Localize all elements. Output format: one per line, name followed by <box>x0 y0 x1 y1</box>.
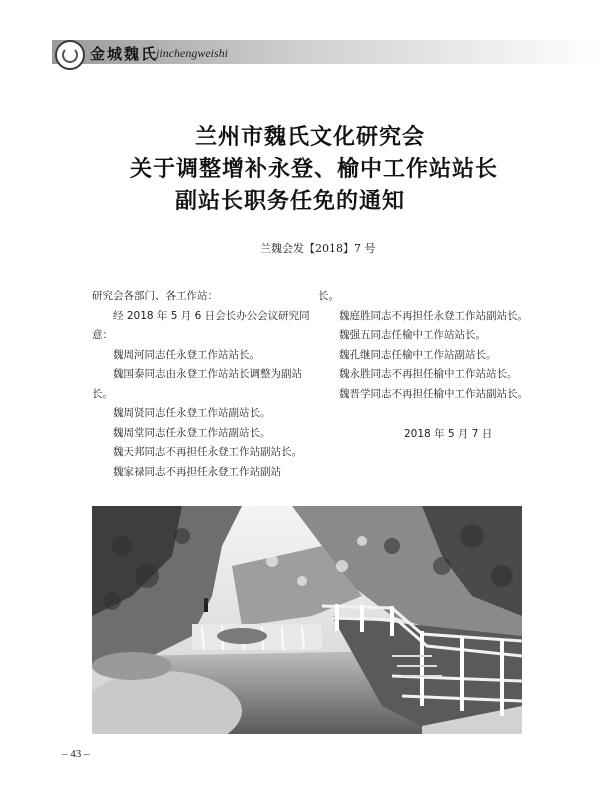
title-line-3: 副站长职务任免的通知 <box>175 189 406 214</box>
journal-brand: 金城魏氏 <box>90 45 159 63</box>
title-line-2: 关于调整增补永登、榆中工作站站长 <box>130 157 499 182</box>
body-right-column <box>318 287 530 445</box>
title-line-1: 兰州市魏氏文化研究会 <box>195 125 426 150</box>
paragraph: 魏天邦同志不再担任永登工作站副站长。 <box>113 446 302 458</box>
paragraph: 魏国泰同志由永登工作站站长调整为副站长。 <box>92 368 302 400</box>
paragraph: 魏永胜同志不再担任榆中工作站站长。 <box>339 368 518 380</box>
paragraph: 魏周贤同志任永登工作站副站长。 <box>113 407 271 419</box>
paragraph: 长。 <box>318 290 339 302</box>
seal-logo-icon <box>55 40 85 70</box>
salutation: 研究会各部门、各工作站： <box>92 290 218 302</box>
landscape-photo <box>92 506 522 734</box>
paragraph: 魏孔继同志任榆中工作站副站长。 <box>339 348 497 361</box>
notice-date: 2018 年 5 月 7 日 <box>404 428 493 440</box>
paragraph: 魏晋学同志不再担任榆中工作站副站长。 <box>339 387 528 400</box>
body-left-column <box>92 287 310 482</box>
paragraph: 魏周堂同志任永登工作站副站长。 <box>113 426 271 439</box>
page-number: – 43 – <box>62 748 90 760</box>
paragraph: 魏家禄同志不再担任永登工作站副站 <box>113 465 281 478</box>
paragraph: 经 2018 年 5 月 6 日会长办公会议研究同意： <box>92 309 310 341</box>
paragraph: 魏庭胜同志不再担任永登工作站副站长。 <box>339 309 528 322</box>
paragraph: 魏强五同志任榆中工作站站长。 <box>339 329 486 341</box>
document-number: 兰魏会发【2018】7 号 <box>260 242 376 255</box>
journal-brand-latin: jinchengweishi <box>156 46 228 60</box>
paragraph: 魏周河同志任永登工作站站长。 <box>113 348 260 361</box>
